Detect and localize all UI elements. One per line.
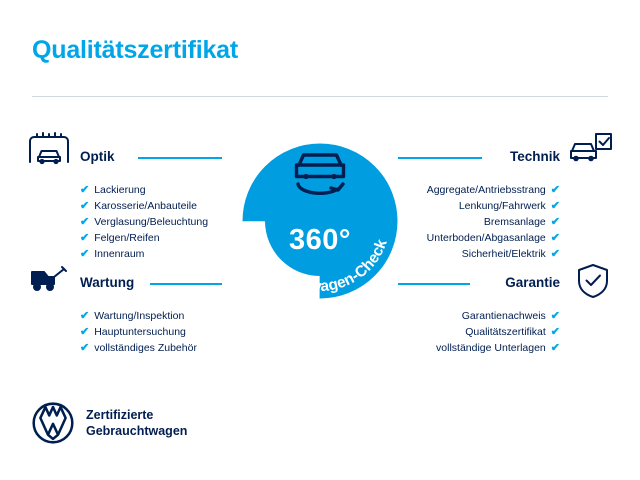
check-icon: ✔ [80, 216, 90, 228]
list-item-label: Lackierung [94, 184, 146, 196]
list-item-label: Garantienachweis [461, 310, 546, 322]
checklist-optik [80, 182, 208, 262]
section-rule-optik [138, 157, 222, 159]
checklist-garantie [436, 308, 560, 356]
section-heading-wartung: Wartung [80, 275, 135, 290]
list-item-label: Sicherheit/Elektrik [461, 248, 546, 260]
checklist-wartung [80, 308, 197, 356]
footer-line-1: Zertifizierte [86, 408, 154, 422]
check-icon: ✔ [550, 248, 560, 260]
list-item [427, 182, 560, 198]
check-icon: ✔ [550, 184, 560, 196]
check-icon: ✔ [80, 342, 90, 354]
footer-text [86, 407, 187, 439]
list-item-label: Wartung/Inspektion [94, 310, 185, 322]
car-check-icon [568, 131, 614, 170]
check-icon: ✔ [550, 326, 560, 338]
list-item [427, 246, 560, 262]
list-item [80, 214, 208, 230]
list-item-label: Unterboden/Abgasanlage [426, 232, 546, 244]
check-icon: ✔ [80, 310, 90, 322]
list-item-label: vollständige Unterlagen [436, 342, 546, 354]
list-item [436, 340, 560, 356]
list-item [80, 308, 197, 324]
section-rule-wartung [150, 283, 222, 285]
check-icon: ✔ [80, 248, 90, 260]
list-item [80, 246, 208, 262]
check-icon: ✔ [80, 232, 90, 244]
list-item-label: Karosserie/Anbauteile [94, 200, 197, 212]
list-item-label: Qualitätszertifikat [465, 326, 546, 338]
list-item-label: Hauptuntersuchung [94, 326, 186, 338]
car-wash-icon [26, 131, 72, 170]
footer-brand [32, 402, 187, 444]
list-item-label: vollständiges Zubehör [94, 342, 197, 354]
list-item-label: Felgen/Reifen [94, 232, 160, 244]
badge-degrees: 360° [289, 224, 351, 256]
check-icon: ✔ [550, 232, 560, 244]
list-item [80, 324, 197, 340]
vw-logo [32, 402, 74, 444]
list-item [436, 308, 560, 324]
list-item [427, 198, 560, 214]
shield-check-icon [576, 262, 610, 305]
check-icon: ✔ [550, 342, 560, 354]
list-item-label: Lenkung/Fahrwerk [458, 200, 546, 212]
check-icon: ✔ [80, 184, 90, 196]
check-icon: ✔ [550, 200, 560, 212]
list-item [80, 182, 208, 198]
list-item [436, 324, 560, 340]
check-icon: ✔ [80, 200, 90, 212]
oil-can-icon [26, 262, 72, 297]
list-item [427, 214, 560, 230]
list-item [427, 230, 560, 246]
check-icon: ✔ [80, 326, 90, 338]
section-heading-optik: Optik [80, 149, 115, 164]
list-item-label: Verglasung/Beleuchtung [94, 216, 209, 228]
check-icon: ✔ [550, 310, 560, 322]
badge-curved-label: Gebrauchtwagen-Check [249, 236, 391, 296]
checklist-technik [427, 182, 560, 262]
list-item [80, 198, 208, 214]
list-item [80, 340, 197, 356]
list-item-label: Innenraum [94, 248, 145, 260]
page-title: Qualitätszertifikat [32, 36, 238, 64]
footer-line-2: Gebrauchtwagen [86, 424, 188, 438]
list-item [80, 230, 208, 246]
list-item-label: Bremsanlage [483, 216, 546, 228]
section-heading-technik: Technik [509, 149, 560, 164]
section-heading-garantie: Garantie [505, 275, 560, 290]
title-divider [32, 96, 608, 97]
check-icon: ✔ [550, 216, 560, 228]
gebrauchtwagen-check-badge [224, 118, 416, 310]
list-item-label: Aggregate/Antriebsstrang [426, 184, 546, 196]
